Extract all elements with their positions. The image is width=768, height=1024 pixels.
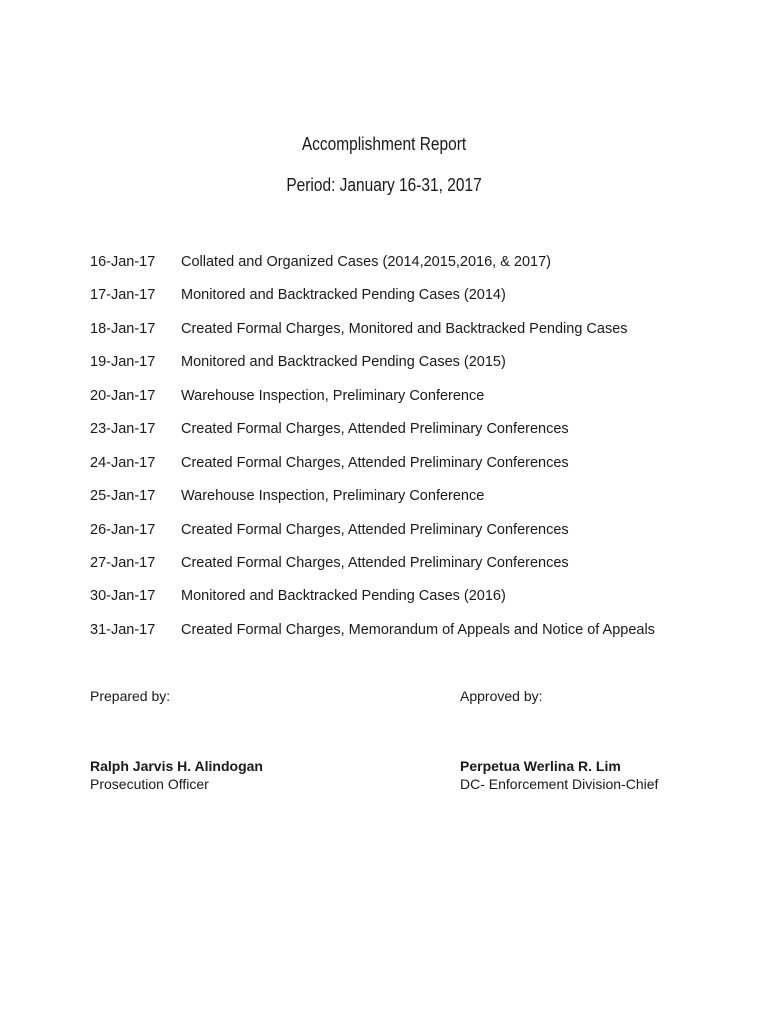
- report-title: Accomplishment Report: [301, 134, 467, 154]
- list-item: [90, 553, 730, 586]
- entry-date: 23-Jan-17: [90, 421, 156, 438]
- list-item: [90, 285, 730, 318]
- entry-text: Monitored and Backtracked Pending Cases (2015): [181, 354, 506, 371]
- entry-date: 31-Jan-17: [90, 621, 156, 638]
- list-item: [90, 586, 730, 619]
- list-item: [90, 352, 730, 385]
- entry-date: 25-Jan-17: [90, 488, 156, 505]
- list-item: [90, 453, 730, 486]
- list-item: [90, 486, 730, 519]
- approver-name: Perpetua Werlina R. Lim: [460, 758, 621, 774]
- entry-date: 30-Jan-17: [90, 588, 156, 605]
- entry-text: Created Formal Charges, Memorandum of Appeals and Notice of Appeals: [181, 621, 655, 638]
- preparer-name: Ralph Jarvis H. Alindogan: [90, 758, 263, 774]
- report-period: Period: January 16-31, 2017: [286, 175, 482, 195]
- accomplishment-list: [90, 252, 730, 653]
- list-item: [90, 620, 730, 653]
- entry-text: Warehouse Inspection, Preliminary Conference: [181, 488, 485, 505]
- entry-text: Warehouse Inspection, Preliminary Conference: [181, 387, 485, 404]
- entry-date: 18-Jan-17: [90, 320, 156, 337]
- list-item: [90, 520, 730, 553]
- entry-text: Monitored and Backtracked Pending Cases (2016): [181, 588, 506, 605]
- entry-text: Monitored and Backtracked Pending Cases (2014): [181, 287, 506, 304]
- entry-text: Collated and Organized Cases (2014,2015,2016, & 2017): [181, 254, 552, 270]
- list-item: [90, 386, 730, 419]
- entry-date: 16-Jan-17: [90, 254, 156, 270]
- approved-by-label: Approved by:: [460, 688, 543, 704]
- entry-text: Created Formal Charges, Attended Preliminary Conferences: [181, 454, 569, 471]
- entry-text: Created Formal Charges, Attended Preliminary Conferences: [181, 421, 569, 438]
- entry-text: Created Formal Charges, Attended Preliminary Conferences: [181, 521, 569, 538]
- entry-date: 20-Jan-17: [90, 387, 156, 404]
- entry-date: 24-Jan-17: [90, 454, 156, 471]
- list-item: [90, 319, 730, 352]
- entry-date: 19-Jan-17: [90, 354, 156, 371]
- list-item: [90, 419, 730, 452]
- preparer-role: Prosecution Officer: [90, 776, 209, 792]
- entry-date: 17-Jan-17: [90, 287, 156, 304]
- list-item: [90, 252, 730, 285]
- entry-text: Created Formal Charges, Attended Preliminary Conferences: [181, 554, 569, 571]
- entry-date: 27-Jan-17: [90, 554, 156, 571]
- entry-text: Created Formal Charges, Monitored and Backtracked Pending Cases: [181, 320, 628, 337]
- entry-date: 26-Jan-17: [90, 521, 156, 538]
- prepared-by-label: Prepared by:: [90, 688, 171, 704]
- approver-role: DC- Enforcement Division-Chief: [460, 776, 659, 792]
